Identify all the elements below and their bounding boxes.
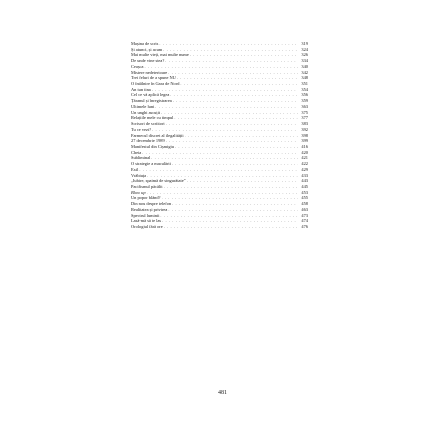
toc-entry-title: Orologiul fără ore	[131, 224, 163, 229]
toc-entry-page: 363	[301, 103, 308, 109]
toc-entry-page: 383	[301, 121, 308, 127]
toc-entry-title: Manifestul din Cișmigiu	[131, 143, 174, 149]
toc-entry-title: Mistere nedeterioare	[131, 69, 168, 75]
toc-entry-title: Vrăbiuța	[131, 172, 147, 178]
toc-entry-page: 463	[301, 206, 308, 212]
toc-entry-title: Blow up	[131, 189, 146, 195]
toc-entry-page: 433	[301, 172, 308, 178]
toc-entry-page: 319	[301, 41, 308, 46]
toc-entry-page: 354	[301, 86, 308, 92]
toc-entry-title: De unde vine stea?	[131, 58, 165, 64]
toc-entry-title: Un unghi ascuțit	[131, 109, 161, 115]
toc-entry-title: Lasă-mă să te las	[131, 218, 162, 224]
toc-entry-title: Farmecul discret al ilegalității	[131, 132, 184, 138]
toc-entry-title: „Iubire, spaimă de singurătate”	[131, 178, 186, 184]
toc-entry-page: 445	[301, 183, 308, 189]
toc-leader-dots	[164, 224, 298, 230]
toc-entry-page: 476	[301, 224, 308, 229]
toc-entry-title: Trei feluri de a spune NU	[131, 75, 176, 81]
toc-entry-page: 422	[301, 161, 308, 167]
toc-entry-page: 324	[301, 46, 308, 52]
toc-entry-title: Mașina de scris	[131, 41, 159, 46]
toc-entry-title: O strategie a maculării	[131, 161, 171, 167]
toc-entry-page: 351	[301, 81, 308, 87]
toc-entry-page: 473	[301, 212, 308, 218]
toc-entry-page: 375	[301, 109, 308, 115]
page-number: 481	[218, 390, 227, 396]
toc-entry-title: 27 decembrie 1989	[131, 138, 165, 144]
toc-entry-title: Pacifismul păcălit	[131, 183, 163, 189]
table-of-contents	[131, 41, 308, 230]
toc-entry-page: 458	[301, 201, 308, 207]
toc-entry-page: 342	[301, 69, 308, 75]
toc-entry-title: Un popor blând?	[131, 195, 161, 201]
toc-entry-page: 334	[301, 58, 308, 64]
toc-entry-page: 416	[301, 143, 308, 149]
toc-entry-page: 377	[301, 115, 308, 121]
toc-entry-page: 340	[301, 63, 308, 69]
toc-entry-title: Cheia	[131, 149, 142, 155]
toc-entry-title: Relațiile mele cu timpul	[131, 115, 174, 121]
toc-entry-title: Cel ce vă aplică legea	[131, 92, 170, 98]
toc-entry-title: Din nou despre telefon	[131, 201, 172, 207]
toc-entry-page: 453	[301, 189, 308, 195]
toc-entry-page: 348	[301, 75, 308, 81]
toc-entry-title: Spectrul luminii	[131, 212, 160, 218]
toc-entry-title: Realitatea și privirea	[131, 206, 168, 212]
toc-entry-title: Scrisori de scriitori	[131, 121, 165, 127]
toc-entry-title: Subliminal	[131, 155, 151, 161]
toc-entry-title: Ultimele luni	[131, 103, 155, 109]
toc-entry-title: Ceașca	[131, 63, 144, 69]
toc-entry-page: 356	[301, 92, 308, 98]
toc-entry-title: O întâlnire în Gara de Nord	[131, 81, 180, 87]
toc-entry-page: 392	[301, 126, 308, 132]
toc-entry-title: Exil	[131, 166, 139, 172]
toc-entry-page: 455	[301, 195, 308, 201]
toc-entry-page: 474	[301, 218, 308, 224]
toc-entry-page: 398	[301, 132, 308, 138]
toc-entry	[131, 224, 308, 230]
toc-entry-title: Țăranul și înregistrarea	[131, 98, 172, 104]
toc-entry-page: 399	[301, 138, 308, 144]
toc-entry-page: 429	[301, 166, 308, 172]
toc-entry-page: 420	[301, 149, 308, 155]
toc-entry-title: An tun tina	[131, 86, 151, 92]
toc-entry-page: 359	[301, 98, 308, 104]
toc-entry-title: Mai multe vieți, mai multe nume	[131, 52, 189, 58]
toc-entry-page: 326	[301, 52, 308, 58]
toc-entry-title: Tu ce vezi?	[131, 126, 152, 132]
toc-entry-page: 443	[301, 178, 308, 184]
toc-entry-title: Și atunci, și acum	[131, 46, 163, 52]
toc-entry-page: 421	[301, 155, 308, 161]
